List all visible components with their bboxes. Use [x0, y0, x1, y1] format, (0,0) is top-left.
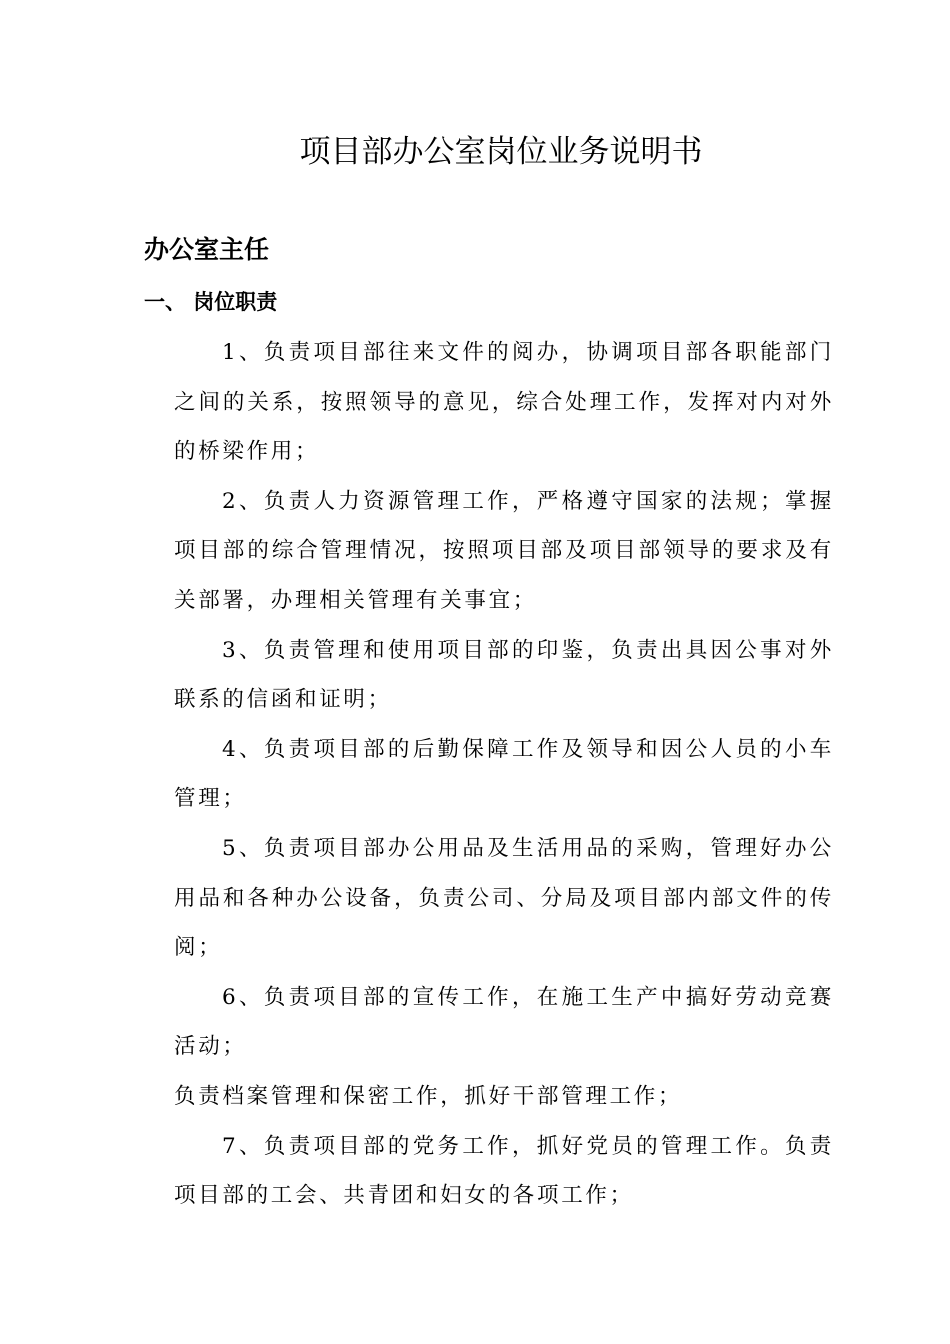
- duty-paragraph: 6、负责项目部的宣传工作，在施工生产中搞好劳动竞赛活动；: [174, 984, 834, 1060]
- section-heading: 一、 岗位职责: [144, 290, 278, 314]
- duty-paragraph: 5、负责项目部办公用品及生活用品的采购，管理好办公用品和各种办公设备，负责公司、分局及项目部内部文件的传阅；: [174, 835, 834, 961]
- role-heading: 办公室主任: [144, 235, 270, 264]
- duty-paragraph: 4、负责项目部的后勤保障工作及领导和因公人员的小车管理；: [174, 736, 834, 812]
- duty-paragraph: 7、负责项目部的党务工作，抓好党员的管理工作。负责项目部的工会、共青团和妇女的各项工作；: [174, 1133, 834, 1209]
- duty-paragraph: 负责档案管理和保密工作，抓好干部管理工作；: [174, 1083, 683, 1109]
- duty-paragraph: 2、负责人力资源管理工作，严格遵守国家的法规；掌握项目部的综合管理情况，按照项目部及项目部领导的要求及有关部署，办理相关管理有关事宜；: [174, 488, 834, 613]
- duty-paragraph: 3、负责管理和使用项目部的印鉴，负责出具因公事对外联系的信函和证明；: [174, 637, 834, 713]
- duty-paragraph: 1、负责项目部往来文件的阅办，协调项目部各职能部门之间的关系，按照领导的意见，综合处理工作，发挥对内对外的桥梁作用；: [174, 340, 834, 465]
- duties-body: [174, 328, 834, 1221]
- document-title: 项目部办公室岗位业务说明书: [299, 134, 703, 170]
